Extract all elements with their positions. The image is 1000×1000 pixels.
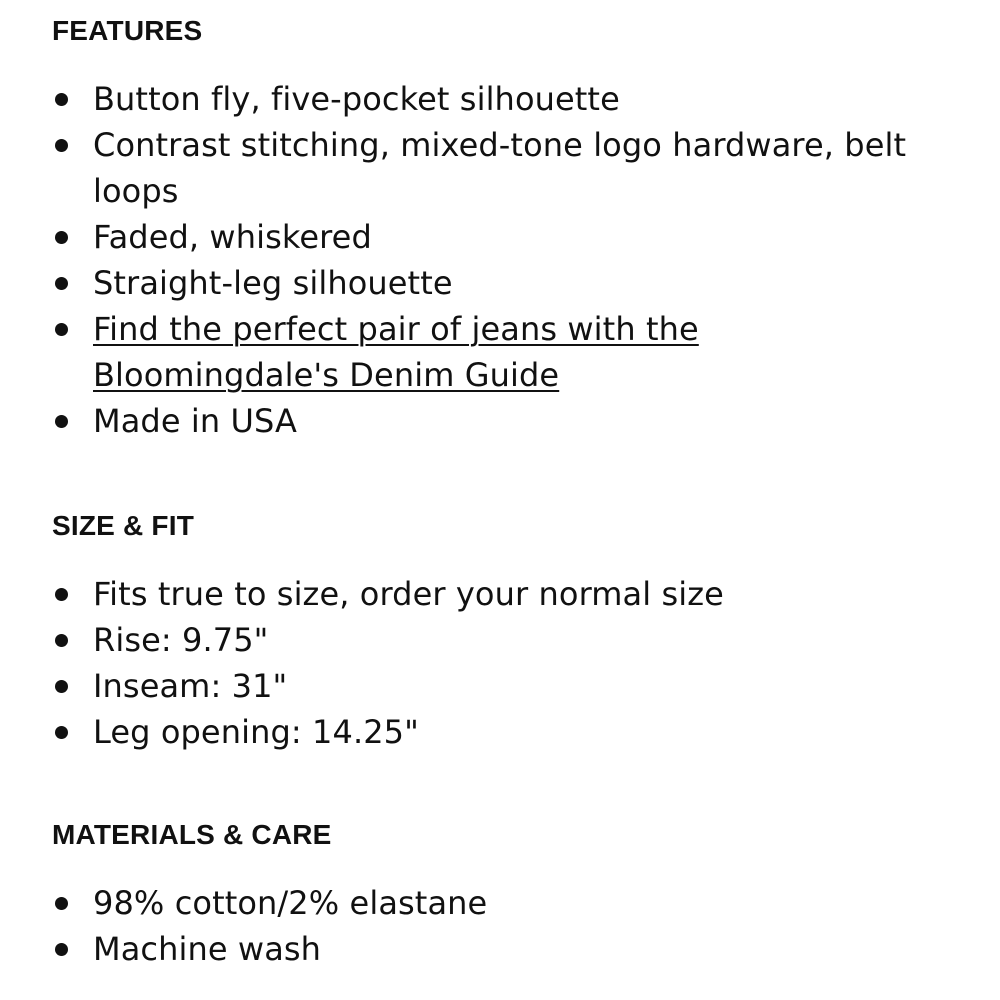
size-fit-list [52, 571, 942, 755]
list-item [52, 76, 942, 122]
list-item [52, 571, 942, 617]
list-item [52, 214, 942, 260]
bullet-icon [55, 588, 68, 601]
size-fit-section [52, 509, 952, 751]
materials-care-section [52, 818, 952, 968]
materials-care-heading: MATERIALS & CARE [52, 819, 332, 850]
features-heading: FEATURES [52, 15, 203, 46]
feature-text: Button fly, five-pocket silhouette [93, 80, 620, 118]
size-fit-text: Rise: 9.75" [93, 621, 269, 659]
features-section [52, 14, 952, 440]
size-fit-text: Inseam: 31" [93, 667, 288, 705]
list-item [52, 617, 942, 663]
size-fit-heading: SIZE & FIT [52, 510, 194, 541]
bullet-icon [55, 93, 68, 106]
list-item [52, 306, 942, 398]
feature-text: Straight-leg silhouette [93, 264, 453, 302]
list-item [52, 880, 942, 926]
feature-text: Made in USA [93, 402, 298, 440]
bullet-icon [55, 897, 68, 910]
size-fit-text: Fits true to size, order your normal size [93, 575, 724, 613]
list-item [52, 260, 942, 306]
list-item [52, 663, 942, 709]
list-item [52, 122, 942, 214]
bullet-icon [55, 943, 68, 956]
bullet-icon [55, 323, 68, 336]
denim-guide-link[interactable]: Find the perfect pair of jeans with the Bloomingdale's Denim Guide [93, 310, 699, 394]
materials-care-text: Machine wash [93, 930, 322, 968]
feature-text: Contrast stitching, mixed-tone logo hardware, belt loops [93, 126, 907, 210]
bullet-icon [55, 139, 68, 152]
features-list [52, 76, 942, 444]
bullet-icon [55, 231, 68, 244]
size-fit-text: Leg opening: 14.25" [93, 713, 419, 751]
list-item [52, 709, 942, 755]
bullet-icon [55, 415, 68, 428]
bullet-icon [55, 277, 68, 290]
bullet-icon [55, 680, 68, 693]
materials-care-text: 98% cotton/2% elastane [93, 884, 488, 922]
list-item [52, 398, 942, 444]
materials-care-list [52, 880, 942, 972]
feature-text: Faded, whiskered [93, 218, 372, 256]
bullet-icon [55, 726, 68, 739]
list-item [52, 926, 942, 972]
bullet-icon [55, 634, 68, 647]
